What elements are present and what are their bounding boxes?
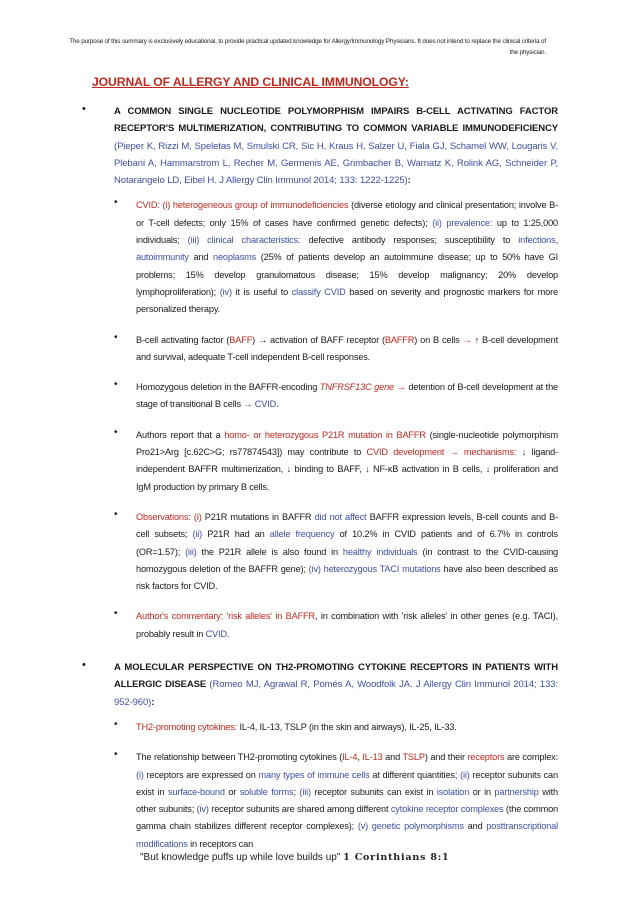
bullet: •	[114, 608, 118, 620]
text-run: receptor subunits can exist in	[310, 786, 437, 797]
article-1-point-cvid	[114, 197, 558, 318]
text-run: based on severity and prognostic markers for more personalized therapy.	[136, 286, 558, 315]
article-1-point-commentary	[114, 608, 558, 643]
text-run: (iv)	[196, 804, 209, 815]
text-run: have also been described as risk factors for CVID.	[136, 563, 558, 592]
text-run: Observations: (i)	[136, 511, 202, 522]
article-2-point-relationship	[114, 749, 558, 853]
article-2	[82, 659, 558, 853]
text-run: homo- or heterozygous P21R mutation in BAFFR	[224, 429, 426, 440]
text-run: Authors report that a	[136, 429, 225, 440]
text-run: IL-4, IL-13, TSLP (in the skin and airways), IL-25, IL-33.	[237, 721, 457, 732]
text-run: (iv)	[219, 286, 232, 297]
text-run: Homozygous deletion in the BAFFR-encoding	[136, 382, 320, 393]
text-run: ) → activation of BAFF receptor (	[252, 334, 385, 345]
article-2-heading	[114, 659, 558, 711]
text-run: defective antibody responses; susceptibility to	[300, 235, 519, 246]
text-run: ↓ ligand-independent BAFFR multimerization, ↓ binding to BAFF, ↓ NF-κB activation in B cells, ↓ proliferation and IgM production by primary B cells.	[136, 447, 558, 492]
colon: :	[151, 696, 155, 708]
text-run: classify CVID	[291, 286, 346, 297]
text-run: are complex:	[504, 752, 558, 763]
article-1-heading	[114, 103, 558, 189]
text-run: in receptors can	[187, 838, 254, 849]
article-1-point-baff	[114, 332, 558, 367]
article-1-point-observations	[114, 509, 558, 595]
bullet: •	[114, 718, 118, 730]
text-run: (single-nucleotide polymorphism Pro21>Arg [c.62C>G; rs77874543]) may contribute to	[136, 429, 558, 458]
article-2-point-cytokines	[114, 719, 558, 736]
text-run: CVID: (i) heterogeneous group of immunodeficiencies	[136, 200, 349, 211]
text-run: healthy individuals	[342, 546, 418, 557]
text-run: soluble forms	[239, 786, 294, 797]
text-run: or	[224, 786, 240, 797]
bullet: •	[114, 197, 118, 209]
text-run: (iii)	[299, 786, 311, 797]
text-run: BAFFR expression levels, B-cell counts and B-cell subsets;	[136, 511, 558, 540]
journal-title: JOURNAL OF ALLERGY AND CLINICAL IMMUNOLOGY:	[92, 75, 409, 89]
article-1-title: A COMMON SINGLE NUCLEOTIDE POLYMORPHISM IMPAIRS B-CELL ACTIVATING FACTOR RECEPTOR'S MULTIMERIZATION, CONTRIBUTING TO COMMON VARIABLE IMMUNODEFICIENCY	[114, 106, 558, 135]
text-run: and	[188, 252, 213, 263]
text-run: ↑ B-cell development and survival, adequate T-cell independent B-cell responses.	[136, 334, 558, 362]
article-2-citation: (Romeo MJ, Agrawal R, Pomés A, Woodfolk JA. J Allergy Clin Immunol 2014; 133: 952-960)	[114, 679, 558, 708]
content	[82, 103, 559, 869]
text-run: (the common gamma chain stabilizes different receptor complexes);	[136, 804, 558, 832]
text-run: .	[276, 399, 279, 410]
text-run: ,	[357, 752, 363, 763]
footer-quote: "But knowledge puffs up while love builds up"	[140, 852, 341, 863]
footer	[140, 852, 540, 863]
bullet: •	[114, 749, 118, 761]
article-1-point-p21r	[114, 427, 558, 496]
text-run: neoplasms	[213, 252, 257, 263]
text-run: cytokine receptor complexes	[390, 804, 504, 815]
text-run: IL-13	[362, 752, 383, 763]
text-run: P21R mutations in BAFFR	[201, 511, 315, 522]
text-run: BAFF	[229, 334, 253, 345]
text-run: did not affect	[314, 511, 367, 522]
text-run: (iii) clinical characteristics:	[187, 235, 301, 246]
text-run: (v) genetic polymorphisms	[357, 821, 464, 832]
text-run: TSLP	[402, 752, 425, 763]
text-run: TNFRSF13C gene →	[319, 382, 406, 393]
header-disclaimer: The purpose of this summary is exclusively educational, to provide practical updated knowledge for Allergy/Immunology Physicians. It does not intend to replace the clinical criteria of the physician.	[69, 38, 546, 56]
text-run: of 10.2% in CVID patients and of 6.7% in controls (OR=1.57);	[136, 529, 559, 557]
text-run: (iii)	[185, 546, 197, 557]
text-run: receptor subunits are shared among different	[208, 804, 391, 815]
text-run: the P21R allele is also found in	[196, 546, 343, 557]
text-run: Author's commentary: 'risk alleles' in BAFFR	[136, 611, 315, 622]
text-run: .	[227, 628, 230, 639]
text-run: at different quantities;	[369, 769, 461, 780]
text-run: →	[462, 334, 472, 345]
text-run: ) and their	[424, 752, 468, 763]
text-run: (diverse etiology and clinical presentation; involve B- or T-cell defects; only 15% of cases have confirmed genetic defects);	[136, 200, 559, 228]
text-run: receptor subunits can exist in	[136, 769, 558, 797]
text-run: ;	[293, 786, 300, 797]
text-run: autoimmunity	[136, 252, 189, 263]
bullet: •	[114, 426, 118, 438]
text-run: CVID	[205, 628, 228, 639]
text-run: surface-bound	[168, 786, 225, 797]
text-run: ,	[555, 235, 558, 246]
bullet: •	[82, 103, 86, 115]
text-run: receptors are expressed on	[143, 769, 259, 780]
text-run: (i)	[136, 769, 144, 780]
text-run: The relationship between TH2-promoting cytokines (	[136, 752, 343, 763]
text-run: P21R had an	[202, 529, 270, 540]
text-run: many types of immune cells	[258, 769, 370, 780]
text-run: (ii)	[192, 529, 203, 540]
text-run: it is useful to	[231, 286, 292, 297]
text-run: BAFFR	[384, 334, 415, 345]
text-run: B-cell activating factor (	[136, 334, 230, 345]
text-run: allele frequency	[269, 529, 335, 540]
text-run: detention of B-cell development at the stage of transitional B cells	[136, 382, 559, 410]
text-run: with other subunits;	[136, 786, 558, 815]
text-run: up to 1:25,000 individuals;	[136, 217, 558, 246]
text-run: isolation	[436, 786, 470, 797]
text-run: and	[382, 752, 403, 763]
article-1-point-deletion	[114, 379, 558, 414]
article-1-citation: (Pieper K, Rizzi M, Speletas M, Smulski CR, Sic H, Kraus H, Salzer U, Fiala GJ, Schamel WW, Lougaris V, Plebani A, Hammarstrom L, Recher M, Germenis AE, Grimbacher B, Warnatz K, Rolink AG, Schneider P, Notarangelo LD, Eibel H. J Allergy Clin Immunol 2014; 133: 1222-1225)	[114, 140, 558, 187]
text-run: → CVID	[243, 399, 277, 410]
bullet: •	[114, 331, 118, 343]
bullet: •	[114, 508, 118, 520]
colon: :	[407, 175, 411, 187]
text-run: TH2-promoting cytokines:	[136, 721, 238, 732]
text-run: posttranscriptional modifications	[136, 821, 558, 849]
text-run: , in combination with 'risk alleles' in other genes (e.g. TACI), probably result in	[136, 611, 558, 639]
bullet: •	[114, 379, 118, 391]
text-run: (25% of patients develop an autoimmune disease; up to 50% have GI problems; 15% develop granulomatous disease; 15% develop malignancy; 20% develop lymphoproliferation);	[136, 252, 558, 297]
text-run: ) on B cells	[414, 334, 463, 345]
text-run: CVID development → mechanisms:	[366, 447, 517, 458]
bullet: •	[82, 659, 86, 672]
text-run: (ii) prevalence:	[432, 217, 493, 228]
article-1	[82, 103, 559, 643]
text-run: and	[463, 821, 487, 832]
article-2-title: A MOLECULAR PERSPECTIVE ON TH2-PROMOTING CYTOKINE RECEPTORS IN PATIENTS WITH ALLERGIC DISEASE	[114, 662, 558, 691]
text-run: (iv) heterozygous TACI mutations	[308, 563, 441, 574]
text-run: IL-4	[342, 752, 358, 763]
text-run: infections	[518, 235, 556, 246]
text-run: receptors	[467, 752, 505, 763]
footer-reference: 1 Corinthians 8:1	[343, 852, 450, 863]
text-run: (ii)	[460, 769, 470, 780]
text-run: (in contrast to the CVID-causing homozygous deletion of the BAFFR gene);	[136, 546, 558, 574]
text-run: partnership	[494, 786, 539, 797]
text-run: or in	[469, 786, 495, 797]
